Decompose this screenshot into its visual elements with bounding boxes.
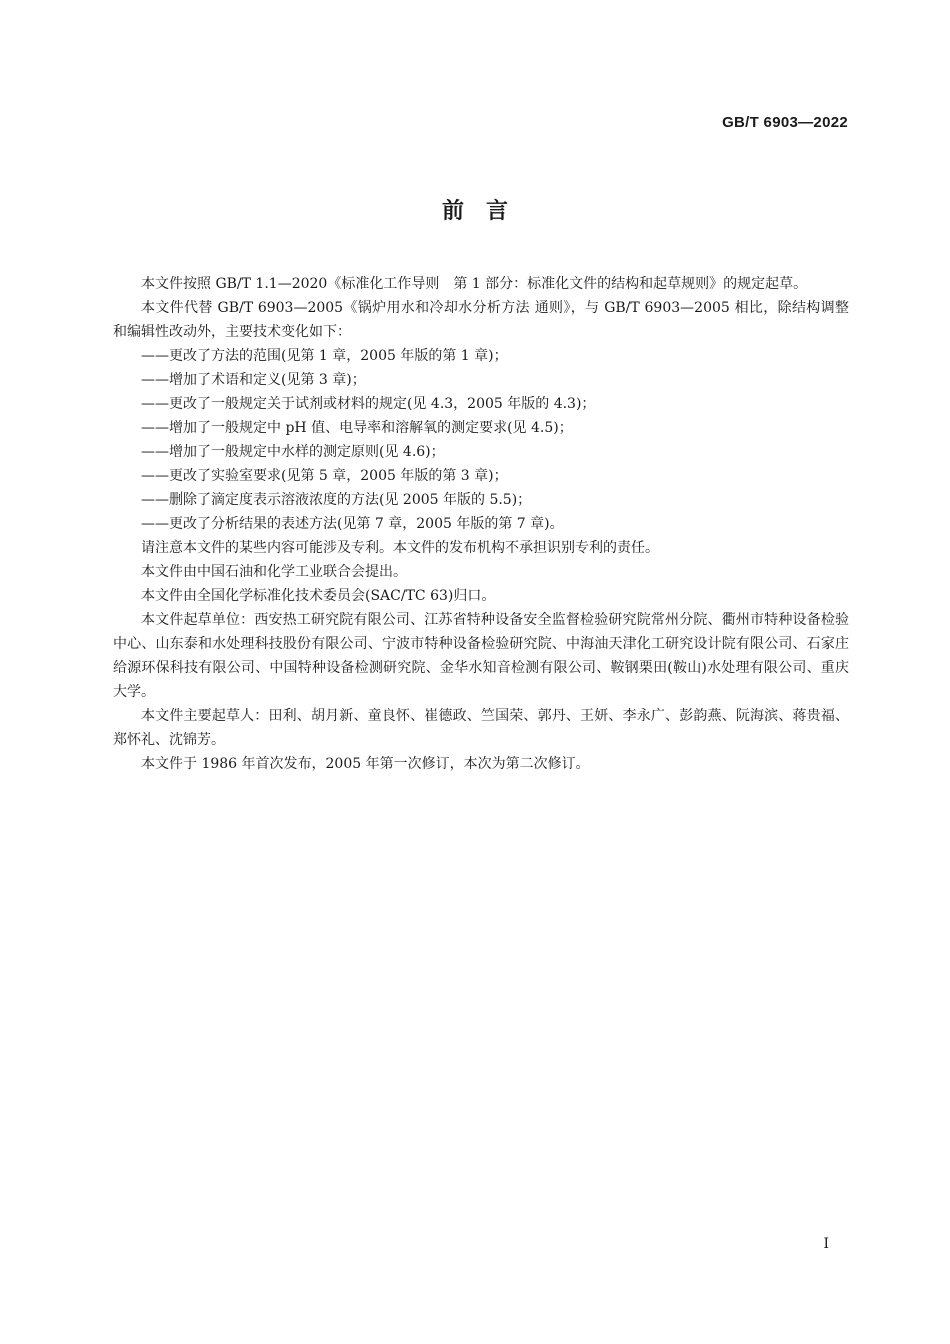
changes-list — [113, 344, 849, 536]
standard-code: GB/T 6903—2022 — [722, 114, 848, 131]
list-item: ——更改了方法的范围(见第 1 章，2005 年版的第 1 章)； — [141, 348, 508, 364]
list-item: ——增加了术语和定义(见第 3 章)； — [141, 372, 366, 388]
paragraph-patent-notice: 请注意本文件的某些内容可能涉及专利。本文件的发布机构不承担识别专利的责任。 — [141, 540, 659, 556]
list-item: ——更改了一般规定关于试剂或材料的规定(见 4.3，2005 年版的 4.3)； — [141, 396, 596, 412]
list-item: ——增加了一般规定中 pH 值、电导率和溶解氧的测定要求(见 4.5)； — [141, 420, 573, 436]
paragraph-history: 本文件于 1986 年首次发布，2005 年第一次修订，本次为第二次修订。 — [141, 756, 590, 772]
page-number: I — [823, 1236, 829, 1252]
paragraph-drafting-rules: 本文件按照 GB/T 1.1—2020《标准化工作导则 第 1 部分：标准化文件的结构和起草规则》的规定起草。 — [141, 276, 808, 292]
list-item: ——增加了一般规定中水样的测定原则(见 4.6)； — [141, 444, 445, 460]
list-item: ——更改了分析结果的表述方法(见第 7 章，2005 年版的第 7 章)。 — [141, 516, 564, 532]
list-item: ——更改了实验室要求(见第 5 章，2005 年版的第 3 章)； — [141, 468, 508, 484]
page-title: 前 言 — [441, 199, 508, 224]
paragraph-replacement: 本文件代替 GB/T 6903—2005《锅炉用水和冷却水分析方法 通则》，与 GB/T 6903—2005 相比，除结构调整和编辑性改动外，主要技术变化如下： — [113, 300, 849, 340]
paragraph-committee: 本文件由全国化学标准化技术委员会(SAC/TC 63)归口。 — [141, 588, 496, 604]
paragraph-drafting-units: 本文件起草单位：西安热工研究院有限公司、江苏省特种设备安全监督检验研究院常州分院、衢州市特种设备检验中心、山东泰和水处理科技股份有限公司、宁波市特种设备检验研究院、中海油天津化工研究设计院有限公司、石家庄给源环保科技有限公司、中国特种设备检测研究院、金华水知音检测有限公司、鞍钢栗田(鞍山)水处理有限公司、重庆大学。 — [113, 612, 849, 700]
paragraph-proposer: 本文件由中国石油和化学工业联合会提出。 — [141, 564, 407, 580]
list-item: ——删除了滴定度表示溶液浓度的方法(见 2005 年版的 5.5)； — [141, 492, 532, 508]
foreword-body — [113, 272, 849, 776]
paragraph-drafters: 本文件主要起草人：田利、胡月新、童良怀、崔德政、竺国荣、郭丹、王妍、李永广、彭韵燕、阮海滨、蒋贵福、郑怀礼、沈锦芳。 — [113, 708, 849, 748]
